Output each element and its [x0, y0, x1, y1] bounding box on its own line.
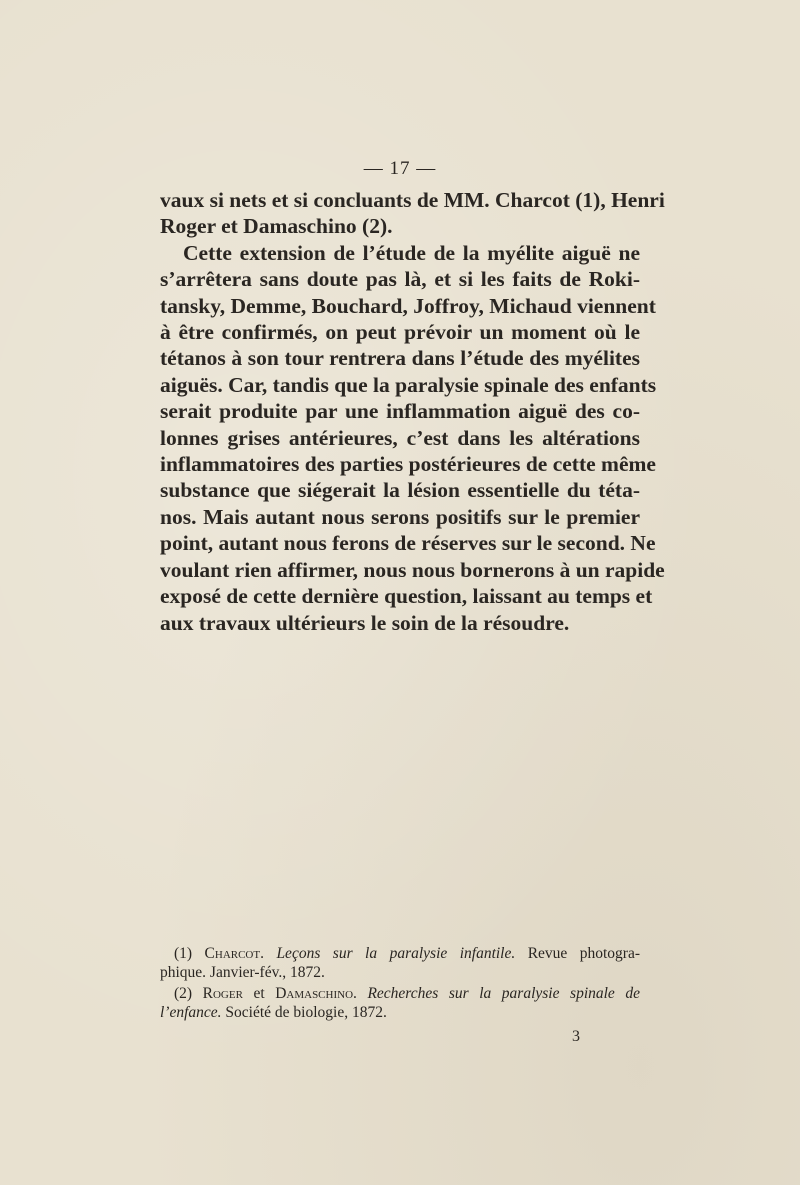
- body-line: exposé de cette dernière question, laissant au temps et: [160, 584, 653, 609]
- body-text: [160, 187, 665, 636]
- body-line: inflammatoires des parties postérieures de cette même: [160, 452, 656, 477]
- page-number: — 17 —: [363, 158, 437, 179]
- body-line: tétanos à son tour rentrera dans l’étude des myélites: [160, 346, 640, 371]
- footnote-author: Charcot.: [204, 945, 264, 962]
- body-line: à être confirmés, on peut prévoir un moment où le: [160, 320, 640, 345]
- footnote-text: Société de biologie, 1872.: [225, 1004, 387, 1021]
- footnote-marker: (2): [174, 985, 193, 1002]
- footnote-1: [160, 944, 640, 982]
- body-line: Cette extension de l’étude de la myélite aiguë ne: [183, 240, 640, 265]
- footnote-line: [160, 984, 640, 1003]
- body-line: Roger et Damaschino (2).: [160, 214, 393, 239]
- body-line: nos. Mais autant nous serons positifs sur le premier: [160, 504, 640, 529]
- signature-mark: 3: [572, 1028, 580, 1045]
- footnote-2: [160, 984, 640, 1022]
- footnote-line: [160, 1003, 640, 1022]
- footnote-author: Roger: [202, 985, 243, 1002]
- body-line: lonnes grises antérieures, c’est dans les altérations: [160, 425, 640, 450]
- footnote-text: Revue photogra-: [527, 945, 641, 962]
- body-line: voulant rien affirmer, nous nous bornerons à un rapide: [160, 557, 665, 582]
- footnote-line: phique. Janvier-fév., 1872.: [160, 964, 325, 981]
- body-line: serait produite par une inflammation aiguë des co-: [160, 399, 640, 424]
- body-line: tansky, Demme, Bouchard, Joffroy, Michaud viennent: [160, 293, 656, 318]
- footnote-joiner: et: [253, 985, 265, 1002]
- body-line: s’arrêtera sans doute pas là, et si les faits de Roki-: [160, 267, 640, 292]
- footnote-line: [160, 944, 640, 963]
- body-line: aiguës. Car, tandis que la paralysie spinale des enfants: [160, 372, 657, 397]
- footnote-author: Damaschino.: [275, 985, 357, 1002]
- footnote-title: Recherches sur la paralysie spinale de: [367, 985, 640, 1002]
- footnote-title: l’enfance.: [160, 1004, 222, 1021]
- body-line: substance que siégerait la lésion essentielle du téta-: [160, 478, 640, 503]
- body-line: aux travaux ultérieurs le soin de la résoudre.: [160, 610, 570, 635]
- footnote-marker: (1): [174, 945, 193, 962]
- body-line: point, autant nous ferons de réserves sur le second. Ne: [160, 531, 656, 556]
- footnotes: [160, 944, 640, 1024]
- footnote-title: Leçons sur la paralysie infantile.: [276, 945, 516, 962]
- body-line: vaux si nets et si concluants de MM. Charcot (1), Henri: [160, 188, 665, 212]
